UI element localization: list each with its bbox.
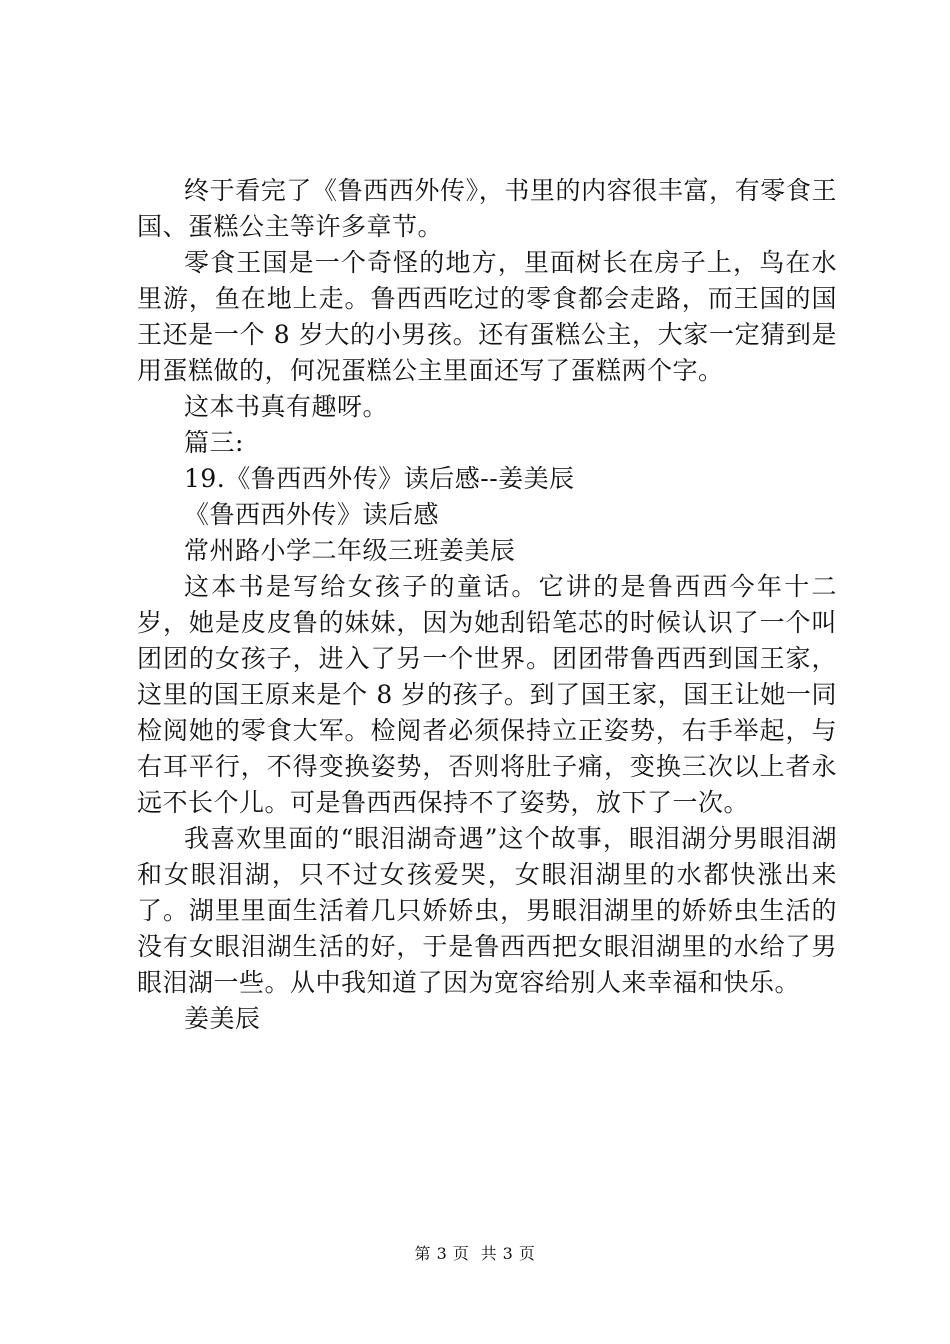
- paragraph-tear-lake: 我喜欢里面的“眼泪湖奇遇”这个故事，眼泪湖分男眼泪湖和女眼泪湖，只不过女孩爱哭，女眼泪湖里的水都快涨出来了。湖里里面生活着几只娇娇虫，男眼泪湖里的娇娇虫生活的没有女眼泪湖生活的好，于是鲁西西把女眼泪湖里的水给了男眼泪湖一些。从中我知道了因为宽容给别人来幸福和快乐。: [137, 824, 837, 997]
- paragraph-intro: 终于看完了《鲁西西外传》，书里的内容很丰富，有零食王国、蛋糕公主等许多章节。: [137, 176, 837, 241]
- document-body: [137, 173, 837, 1037]
- page-number: 第 3 页 共 3 页: [414, 1244, 536, 1263]
- page-footer: [0, 1241, 950, 1264]
- essay-heading: 19.《鲁西西外传》读后感--姜美辰: [184, 464, 575, 493]
- essay-title: 《鲁西西外传》读后感: [184, 500, 440, 529]
- essay-author-line: 常州路小学二年级三班姜美辰: [184, 536, 516, 565]
- signature-name: 姜美辰: [184, 1004, 261, 1033]
- paragraph-fun: 这本书真有趣呀。: [184, 392, 389, 421]
- paragraph-snack-kingdom: 零食王国是一个奇怪的地方，里面树长在房子上，鸟在水里游，鱼在地上走。鲁西西吃过的零食都会走路，而王国的国王还是一个 8 岁大的小男孩。还有蛋糕公主，大家一定猜到是用蛋糕做的，何况蛋糕公主里面还写了蛋糕两个字。: [137, 248, 837, 385]
- paragraph-story: 这本书是写给女孩子的童话。它讲的是鲁西西今年十二岁，她是皮皮鲁的妹妹，因为她刮铅笔芯的时候认识了一个叫团团的女孩子，进入了另一个世界。团团带鲁西西到国王家，这里的国王原来是个 8 岁的孩子。到了国王家，国王让她一同检阅她的零食大军。检阅者必须保持立正姿势，右手举起，与右耳平行，不得变换姿势，否则将肚子痛，变换三次以上者永远不长个儿。可是鲁西西保持不了姿势，放下了一次。: [137, 572, 837, 817]
- section-label: 篇三:: [184, 428, 244, 457]
